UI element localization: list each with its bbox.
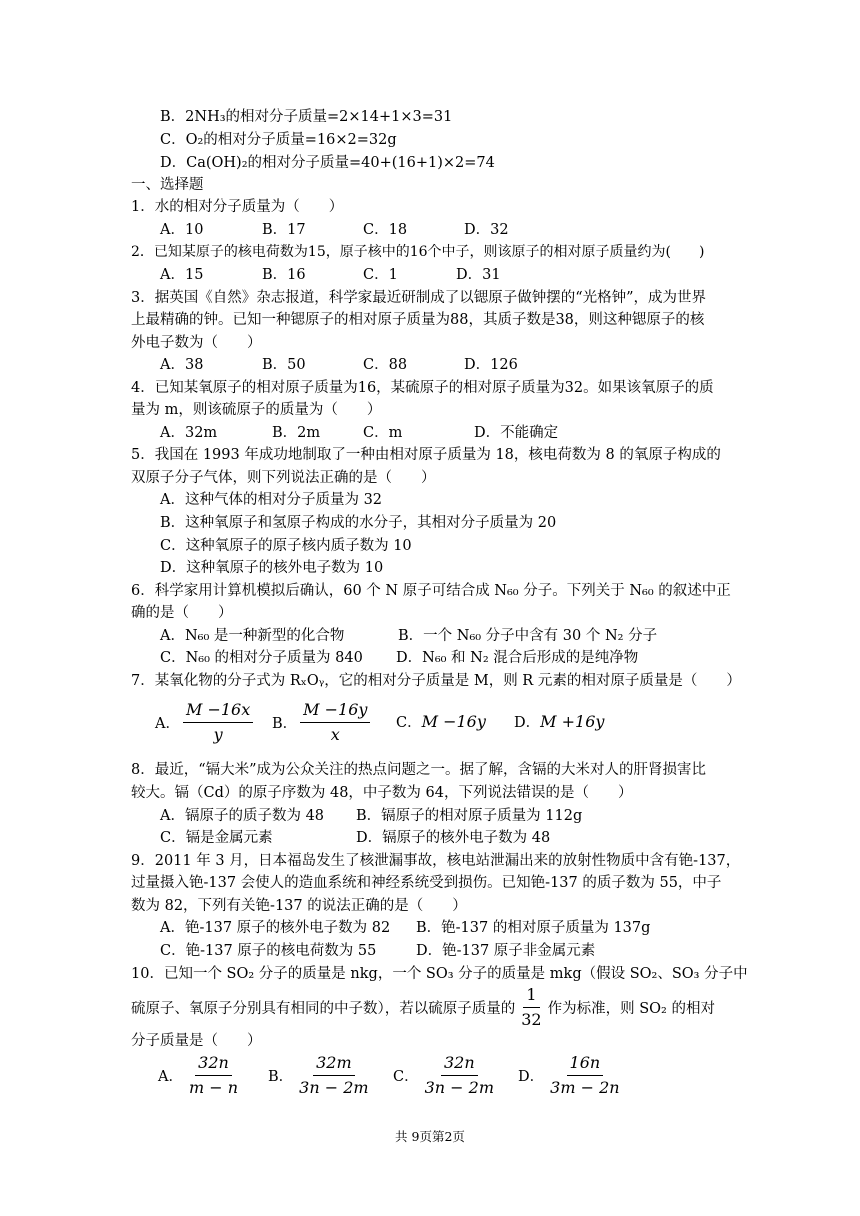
q6-line1: 6．科学家用计算机模拟后确认，60 个 N 原子可结合成 N₆₀ 分子。下列关于 N₆₀ 的叙述中正: [131, 583, 731, 599]
q7-option-d-label: D．: [514, 715, 541, 731]
q10-option-a-numerator: 32n: [195, 1051, 232, 1076]
q5-line1: 5．我国在 1993 年成功地制取了一种由相对原子质量为 18，核电荷数为 8 的氧原子构成的: [131, 447, 721, 463]
section-heading: 一、选择题: [131, 177, 204, 193]
q10-option-c-fraction: [422, 1051, 497, 1100]
q7-option-c: [396, 712, 486, 733]
q7-option-b-fraction: [300, 698, 370, 747]
q10-standard-fraction: [518, 983, 544, 1032]
q6-line2: 确的是（ ）: [131, 605, 233, 621]
q8-line1: 8．最近，“镉大米”成为公众关注的热点问题之一。据了解，含镉的大米对人的肝肾损害比: [131, 762, 707, 778]
q7-option-b-numerator: M −16y: [300, 698, 370, 723]
q7-stem: 7．某氧化物的分子式为 RₓOᵧ，它的相对分子质量是 M，则 R 元素的相对原子质量是（ ）: [131, 673, 741, 689]
q3-option-c: C．88: [363, 357, 408, 373]
q10-option-a-label: A．: [158, 1069, 183, 1085]
q7-option-b-label: B．: [272, 716, 298, 732]
q2-option-c: C．1: [363, 267, 398, 283]
q10-line2: [131, 983, 715, 1032]
q9-option-d: D．铯-137 原子非金属元素: [416, 943, 596, 959]
q8-line2: 较大。镉（Cd）的原子序数为 48，中子数为 64，下列说法错误的是（ ）: [131, 785, 633, 801]
q10-option-b-numerator: 32m: [313, 1051, 355, 1076]
prev-option-b: B．2NH₃的相对分子质量=2×14+1×3=31: [160, 109, 453, 125]
q3-line3: 外电子数为（ ）: [131, 335, 262, 351]
q4-option-d: D．不能确定: [474, 425, 559, 441]
q8-option-a: A．镉原子的质子数为 48: [160, 808, 325, 824]
q9-line3: 数为 82，下列有关铯-137 的说法正确的是（ ）: [131, 898, 467, 914]
q10-line1: 10．已知一个 SO₂ 分子的质量是 nkg，一个 SO₃ 分子的质量是 mkg（假设 SO₂、SO₃ 分子中: [131, 966, 748, 982]
q10-option-c-numerator: 32n: [441, 1051, 478, 1076]
q8-option-d: D．镉原子的核外电子数为 48: [356, 830, 551, 846]
q10-option-d-denominator: 3m − 2n: [550, 1078, 620, 1097]
q7-option-a-numerator: M −16x: [183, 698, 253, 723]
q10-standard-denominator: 32: [521, 1010, 542, 1029]
q4-line2: 量为 m，则该硫原子的质量为（ ）: [131, 402, 382, 418]
q10-option-a-fraction: [186, 1051, 241, 1100]
q10-option-a-denominator: m − n: [188, 1078, 239, 1097]
q1-option-b: B．17: [262, 222, 306, 238]
q10-line2-text-b: 作为标准，则 SO₂ 的相对: [547, 1001, 715, 1017]
q10-option-b-fraction: [296, 1051, 371, 1100]
q7-option-a-fraction: [183, 698, 253, 747]
q5-line2: 双原子分子气体，则下列说法正确的是（ ）: [131, 470, 436, 486]
q10-option-b-label: B．: [268, 1069, 294, 1085]
q7-option-a: [155, 698, 256, 747]
q3-option-b: B．50: [262, 357, 306, 373]
q7-option-c-expr: M −16y: [421, 712, 486, 731]
q6-option-d: D．N₆₀ 和 N₂ 混合后形成的是纯净物: [396, 650, 639, 666]
q10-option-d-label: D．: [518, 1069, 545, 1085]
q3-option-d: D．126: [464, 357, 518, 373]
q7-option-c-label: C．: [396, 715, 422, 731]
q5-option-b: B．这种氧原子和氢原子构成的水分子，其相对分子质量为 20: [160, 515, 557, 531]
q4-option-a: A．32m: [160, 425, 218, 441]
q2-option-a: A．15: [160, 267, 204, 283]
q9-line2: 过量摄入铯-137 会使人的造血系统和神经系统受到损伤。已知铯-137 的质子数为 55，中子: [131, 875, 722, 891]
q5-option-d: D．这种氧原子的核外电子数为 10: [160, 560, 384, 576]
q5-option-a: A．这种气体的相对分子质量为 32: [160, 492, 383, 508]
q7-option-d-expr: M +16y: [540, 712, 605, 731]
q10-standard-numerator: 1: [523, 983, 539, 1008]
q9-line1: 9．2011 年 3 月，日本福岛发生了核泄漏事故，核电站泄漏出来的放射性物质中含有铯-137，: [131, 853, 741, 869]
q7-option-a-label: A．: [155, 716, 180, 732]
q4-line1: 4．已知某氧原子的相对原子质量为16，某硫原子的相对原子质量为32。如果该氧原子的质: [131, 380, 714, 396]
q1-option-c: C．18: [363, 222, 408, 238]
q7-option-d: [514, 712, 604, 733]
q10-option-c-denominator: 3n − 2m: [424, 1078, 495, 1097]
q9-option-c: C．铯-137 原子的核电荷数为 55: [160, 943, 377, 959]
q7-option-a-denominator: y: [213, 725, 223, 744]
q10-line3: 分子质量是（ ）: [131, 1033, 262, 1049]
q10-option-b: [268, 1051, 375, 1100]
prev-option-c: C．O₂的相对分子质量=16×2=32g: [160, 132, 397, 148]
q3-line2: 上最精确的钟。已知一种锶原子的相对原子质量为88，其质子数是38，则这种锶原子的核: [131, 312, 705, 328]
q10-option-a: [158, 1051, 244, 1100]
q9-option-a: A．铯-137 原子的核外电子数为 82: [160, 920, 391, 936]
q5-option-c: C．这种氧原子的原子核内质子数为 10: [160, 538, 412, 554]
q10-option-d-numerator: 16n: [567, 1051, 604, 1076]
q8-option-c: C．镉是金属元素: [160, 830, 273, 846]
q10-option-c-label: C．: [393, 1069, 419, 1085]
q7-option-b-denominator: x: [330, 725, 340, 744]
q1-option-d: D．32: [464, 222, 509, 238]
q3-option-a: A．38: [160, 357, 204, 373]
q10-option-d-fraction: [547, 1051, 622, 1100]
q10-option-b-denominator: 3n − 2m: [299, 1078, 369, 1097]
q7-option-b: [272, 698, 373, 747]
q8-option-b: B．镉原子的相对原子质量为 112g: [356, 808, 583, 824]
q10-option-c: [393, 1051, 500, 1100]
q1-option-a: A．10: [160, 222, 204, 238]
q3-line1: 3．据英国《自然》杂志报道，科学家最近研制成了以锶原子做钟摆的“光格钟”，成为世界: [131, 290, 707, 306]
q6-option-a: A．N₆₀ 是一种新型的化合物: [160, 628, 345, 644]
q2-stem: 2．已知某原子的核电荷数为15，原子核中的16个中子，则该原子的相对原子质量约为( ): [131, 244, 705, 260]
q4-option-c: C．m: [363, 425, 403, 441]
q2-option-d: D．31: [456, 267, 501, 283]
q9-option-b: B．铯-137 的相对原子质量为 137g: [416, 920, 651, 936]
q4-option-b: B．2m: [272, 425, 321, 441]
prev-option-d: D．Ca(OH)₂的相对分子质量=40+(16+1)×2=74: [160, 155, 495, 171]
q10-line2-text-a: 硫原子、氧原子分别具有相同的中子数），若以硫原子质量的: [131, 1001, 516, 1017]
q1-stem: 1．水的相对分子质量为（ ）: [131, 199, 344, 215]
q2-option-b: B．16: [262, 267, 306, 283]
page-footer: 共 9页第2页: [395, 1129, 465, 1144]
q6-option-c: C．N₆₀ 的相对分子质量为 840: [160, 650, 363, 666]
q10-option-d: [518, 1051, 626, 1100]
q6-option-b: B．一个 N₆₀ 分子中含有 30 个 N₂ 分子: [398, 628, 658, 644]
